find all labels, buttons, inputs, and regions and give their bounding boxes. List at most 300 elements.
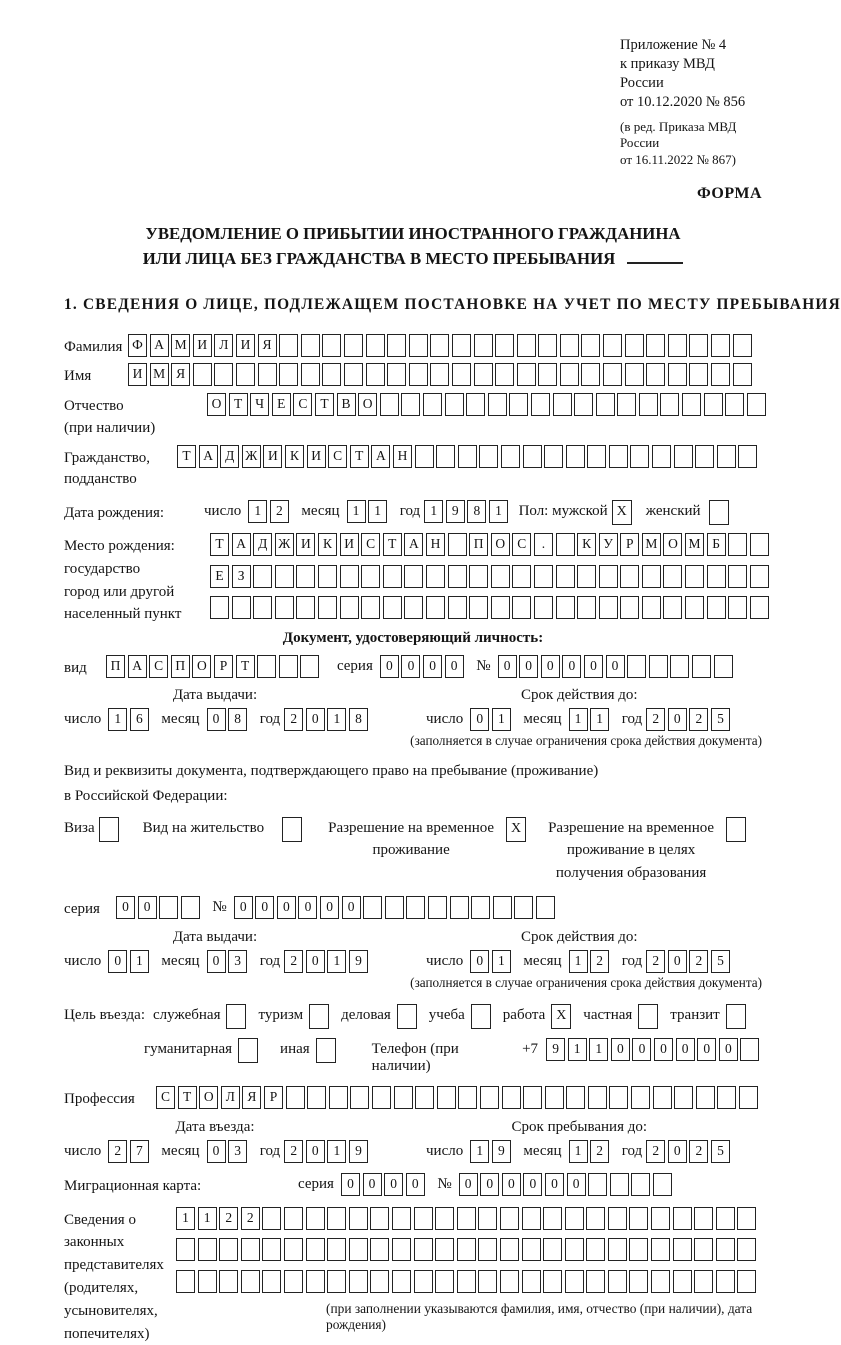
char-box[interactable] — [458, 445, 477, 468]
doc-type-boxes[interactable] — [106, 655, 322, 678]
char-box[interactable]: 8 — [467, 500, 486, 523]
char-box[interactable] — [577, 565, 596, 588]
char-box[interactable]: 0 — [654, 1038, 673, 1061]
char-box[interactable] — [210, 596, 229, 619]
char-box[interactable] — [608, 1270, 627, 1293]
char-box[interactable] — [478, 1270, 497, 1293]
char-box[interactable] — [448, 565, 467, 588]
char-box[interactable] — [517, 363, 536, 386]
char-box[interactable] — [625, 363, 644, 386]
char-box[interactable]: П — [469, 533, 488, 556]
char-box[interactable] — [262, 1270, 281, 1293]
char-box[interactable] — [668, 334, 687, 357]
char-box[interactable] — [426, 565, 445, 588]
char-box[interactable] — [599, 565, 618, 588]
char-box[interactable]: 9 — [546, 1038, 565, 1061]
char-box[interactable] — [409, 363, 428, 386]
char-box[interactable] — [596, 393, 615, 416]
char-box[interactable] — [566, 445, 585, 468]
char-box[interactable]: Ф — [128, 334, 147, 357]
char-box[interactable] — [404, 565, 423, 588]
representatives-row3[interactable] — [176, 1270, 762, 1293]
char-box[interactable] — [457, 1270, 476, 1293]
char-box[interactable]: Е — [272, 393, 291, 416]
char-box[interactable] — [370, 1238, 389, 1261]
char-box[interactable] — [488, 393, 507, 416]
char-box[interactable] — [728, 533, 747, 556]
char-box[interactable] — [387, 334, 406, 357]
purpose-tourism-checkbox[interactable] — [309, 1004, 329, 1029]
char-box[interactable]: Т — [350, 445, 369, 468]
char-box[interactable]: 2 — [646, 950, 665, 973]
char-box[interactable]: 0 — [298, 896, 317, 919]
char-box[interactable]: 0 — [480, 1173, 499, 1196]
purpose-other-checkbox[interactable] — [316, 1038, 336, 1063]
char-box[interactable] — [631, 1086, 650, 1109]
char-box[interactable] — [469, 596, 488, 619]
char-box[interactable] — [556, 565, 575, 588]
char-box[interactable] — [668, 363, 687, 386]
char-box[interactable] — [673, 1207, 692, 1230]
char-box[interactable] — [241, 1238, 260, 1261]
doc-issue-year[interactable] — [284, 708, 370, 731]
char-box[interactable]: 1 — [368, 500, 387, 523]
char-box[interactable] — [284, 1207, 303, 1230]
char-box[interactable] — [366, 363, 385, 386]
char-box[interactable] — [478, 1207, 497, 1230]
char-box[interactable] — [458, 1086, 477, 1109]
char-box[interactable] — [480, 1086, 499, 1109]
char-box[interactable] — [689, 363, 708, 386]
char-box[interactable] — [609, 1086, 628, 1109]
char-box[interactable]: И — [340, 533, 359, 556]
char-box[interactable] — [538, 334, 557, 357]
purpose-humanitarian-checkbox[interactable] — [238, 1038, 258, 1063]
char-box[interactable] — [306, 1207, 325, 1230]
purpose-study-checkbox[interactable] — [471, 1004, 491, 1029]
char-box[interactable] — [327, 1238, 346, 1261]
char-box[interactable]: 0 — [523, 1173, 542, 1196]
entry-month[interactable] — [207, 1140, 250, 1163]
char-box[interactable] — [435, 1207, 454, 1230]
char-box[interactable]: 0 — [676, 1038, 695, 1061]
char-box[interactable] — [545, 1086, 564, 1109]
stay-year[interactable] — [646, 1140, 732, 1163]
char-box[interactable] — [478, 1238, 497, 1261]
char-box[interactable] — [747, 393, 766, 416]
char-box[interactable] — [406, 896, 425, 919]
char-box[interactable] — [586, 1207, 605, 1230]
residence-series-boxes[interactable] — [116, 896, 202, 919]
char-box[interactable] — [565, 1270, 584, 1293]
char-box[interactable]: 7 — [130, 1140, 149, 1163]
birth-place-row3[interactable] — [210, 596, 771, 619]
char-box[interactable]: 2 — [108, 1140, 127, 1163]
char-box[interactable]: П — [106, 655, 125, 678]
char-box[interactable]: О — [207, 393, 226, 416]
char-box[interactable] — [414, 1207, 433, 1230]
char-box[interactable] — [301, 334, 320, 357]
residence-permit-checkbox[interactable] — [282, 817, 302, 842]
char-box[interactable] — [452, 334, 471, 357]
char-box[interactable] — [620, 596, 639, 619]
char-box[interactable] — [534, 596, 553, 619]
char-box[interactable] — [275, 565, 294, 588]
char-box[interactable]: 2 — [646, 1140, 665, 1163]
char-box[interactable] — [301, 363, 320, 386]
char-box[interactable]: К — [318, 533, 337, 556]
char-box[interactable]: 0 — [470, 708, 489, 731]
char-box[interactable]: 6 — [130, 708, 149, 731]
char-box[interactable] — [565, 1238, 584, 1261]
char-box[interactable]: И — [307, 445, 326, 468]
char-box[interactable] — [219, 1270, 238, 1293]
char-box[interactable] — [457, 1238, 476, 1261]
char-box[interactable] — [696, 1086, 715, 1109]
char-box[interactable] — [581, 363, 600, 386]
name-boxes[interactable] — [128, 363, 754, 386]
char-box[interactable]: 0 — [423, 655, 442, 678]
char-box[interactable]: 0 — [567, 1173, 586, 1196]
doc-valid-year[interactable] — [646, 708, 732, 731]
char-box[interactable] — [586, 1238, 605, 1261]
char-box[interactable] — [284, 1270, 303, 1293]
char-box[interactable]: 1 — [569, 708, 588, 731]
purpose-official-checkbox[interactable] — [226, 1004, 246, 1029]
char-box[interactable]: 3 — [228, 1140, 247, 1163]
char-box[interactable] — [344, 363, 363, 386]
surname-boxes[interactable] — [128, 334, 754, 357]
residence-number-boxes[interactable] — [234, 896, 558, 919]
char-box[interactable] — [522, 1270, 541, 1293]
char-box[interactable] — [327, 1270, 346, 1293]
char-box[interactable]: Д — [220, 445, 239, 468]
char-box[interactable] — [387, 363, 406, 386]
char-box[interactable] — [609, 445, 628, 468]
char-box[interactable] — [603, 334, 622, 357]
char-box[interactable]: 1 — [327, 1140, 346, 1163]
char-box[interactable] — [728, 565, 747, 588]
char-box[interactable] — [296, 596, 315, 619]
char-box[interactable] — [512, 565, 531, 588]
char-box[interactable] — [500, 1207, 519, 1230]
char-box[interactable] — [617, 393, 636, 416]
char-box[interactable] — [750, 533, 769, 556]
char-box[interactable] — [737, 1238, 756, 1261]
char-box[interactable]: 2 — [219, 1207, 238, 1230]
char-box[interactable] — [716, 1207, 735, 1230]
char-box[interactable]: И — [263, 445, 282, 468]
char-box[interactable] — [599, 596, 618, 619]
char-box[interactable] — [652, 445, 671, 468]
visa-checkbox[interactable] — [99, 817, 119, 842]
char-box[interactable] — [366, 334, 385, 357]
female-checkbox[interactable] — [709, 500, 729, 525]
char-box[interactable] — [430, 334, 449, 357]
char-box[interactable]: Ч — [250, 393, 269, 416]
char-box[interactable]: 1 — [347, 500, 366, 523]
char-box[interactable] — [716, 1238, 735, 1261]
char-box[interactable]: 9 — [349, 1140, 368, 1163]
char-box[interactable]: Р — [264, 1086, 283, 1109]
doc-issue-month[interactable] — [207, 708, 250, 731]
char-box[interactable] — [522, 1238, 541, 1261]
char-box[interactable]: Т — [229, 393, 248, 416]
char-box[interactable] — [383, 596, 402, 619]
char-box[interactable] — [733, 334, 752, 357]
char-box[interactable]: 1 — [569, 950, 588, 973]
birth-place-row1[interactable] — [210, 533, 771, 556]
char-box[interactable] — [737, 1270, 756, 1293]
char-box[interactable] — [284, 1238, 303, 1261]
char-box[interactable] — [361, 596, 380, 619]
char-box[interactable] — [426, 596, 445, 619]
char-box[interactable]: 0 — [342, 896, 361, 919]
char-box[interactable] — [694, 1238, 713, 1261]
profession-boxes[interactable] — [156, 1086, 761, 1109]
char-box[interactable]: И — [236, 334, 255, 357]
char-box[interactable]: . — [534, 533, 553, 556]
char-box[interactable] — [176, 1270, 195, 1293]
char-box[interactable] — [414, 1270, 433, 1293]
char-box[interactable]: Л — [214, 334, 233, 357]
char-box[interactable]: 1 — [492, 950, 511, 973]
char-box[interactable]: Т — [236, 655, 255, 678]
char-box[interactable] — [543, 1270, 562, 1293]
char-box[interactable] — [392, 1270, 411, 1293]
char-box[interactable]: Я — [242, 1086, 261, 1109]
char-box[interactable] — [536, 896, 555, 919]
char-box[interactable] — [253, 565, 272, 588]
char-box[interactable] — [509, 393, 528, 416]
char-box[interactable] — [629, 1238, 648, 1261]
char-box[interactable] — [349, 1270, 368, 1293]
char-box[interactable]: 0 — [401, 655, 420, 678]
char-box[interactable] — [340, 565, 359, 588]
char-box[interactable]: 0 — [255, 896, 274, 919]
char-box[interactable]: В — [337, 393, 356, 416]
char-box[interactable] — [750, 596, 769, 619]
char-box[interactable]: И — [296, 533, 315, 556]
char-box[interactable] — [630, 445, 649, 468]
char-box[interactable] — [543, 1207, 562, 1230]
char-box[interactable] — [181, 896, 200, 919]
char-box[interactable]: 0 — [445, 655, 464, 678]
char-box[interactable] — [707, 596, 726, 619]
char-box[interactable] — [663, 596, 682, 619]
char-box[interactable]: 2 — [241, 1207, 260, 1230]
char-box[interactable] — [275, 596, 294, 619]
char-box[interactable] — [370, 1270, 389, 1293]
char-box[interactable] — [428, 896, 447, 919]
char-box[interactable]: Д — [253, 533, 272, 556]
char-box[interactable]: 1 — [198, 1207, 217, 1230]
char-box[interactable] — [716, 1270, 735, 1293]
char-box[interactable] — [435, 1270, 454, 1293]
char-box[interactable]: 0 — [632, 1038, 651, 1061]
char-box[interactable] — [553, 393, 572, 416]
char-box[interactable] — [322, 363, 341, 386]
char-box[interactable] — [694, 1270, 713, 1293]
residence-issue-day[interactable] — [108, 950, 151, 973]
residence-valid-month[interactable] — [569, 950, 612, 973]
residence-valid-year[interactable] — [646, 950, 732, 973]
char-box[interactable] — [642, 596, 661, 619]
char-box[interactable]: 0 — [234, 896, 253, 919]
doc-valid-month[interactable] — [569, 708, 612, 731]
char-box[interactable] — [620, 565, 639, 588]
char-box[interactable]: Т — [315, 393, 334, 416]
stay-day[interactable] — [470, 1140, 513, 1163]
temporary-residence-checkbox[interactable]: X — [506, 817, 526, 842]
char-box[interactable]: А — [232, 533, 251, 556]
char-box[interactable] — [574, 393, 593, 416]
char-box[interactable]: 1 — [492, 708, 511, 731]
char-box[interactable] — [491, 596, 510, 619]
doc-issue-day[interactable] — [108, 708, 151, 731]
char-box[interactable]: 0 — [498, 655, 517, 678]
char-box[interactable] — [296, 565, 315, 588]
char-box[interactable] — [469, 565, 488, 588]
char-box[interactable] — [474, 363, 493, 386]
char-box[interactable] — [651, 1270, 670, 1293]
char-box[interactable]: С — [512, 533, 531, 556]
char-box[interactable]: 1 — [590, 708, 609, 731]
char-box[interactable] — [501, 445, 520, 468]
char-box[interactable]: 1 — [176, 1207, 195, 1230]
char-box[interactable] — [651, 1207, 670, 1230]
char-box[interactable] — [176, 1238, 195, 1261]
char-box[interactable]: Т — [210, 533, 229, 556]
char-box[interactable]: О — [358, 393, 377, 416]
char-box[interactable] — [383, 565, 402, 588]
char-box[interactable] — [159, 896, 178, 919]
citizenship-boxes[interactable] — [177, 445, 760, 468]
char-box[interactable] — [262, 1207, 281, 1230]
char-box[interactable]: Л — [221, 1086, 240, 1109]
char-box[interactable]: 8 — [228, 708, 247, 731]
char-box[interactable]: 0 — [502, 1173, 521, 1196]
char-box[interactable]: О — [192, 655, 211, 678]
char-box[interactable]: 2 — [270, 500, 289, 523]
patronymic-boxes[interactable] — [207, 393, 768, 416]
char-box[interactable] — [523, 1086, 542, 1109]
char-box[interactable] — [629, 1270, 648, 1293]
char-box[interactable] — [560, 363, 579, 386]
char-box[interactable]: Ж — [242, 445, 261, 468]
char-box[interactable] — [415, 445, 434, 468]
char-box[interactable]: Т — [178, 1086, 197, 1109]
char-box[interactable]: С — [328, 445, 347, 468]
char-box[interactable]: 1 — [489, 500, 508, 523]
char-box[interactable] — [608, 1207, 627, 1230]
char-box[interactable]: 0 — [380, 655, 399, 678]
char-box[interactable] — [512, 596, 531, 619]
char-box[interactable] — [219, 1238, 238, 1261]
char-box[interactable] — [673, 1270, 692, 1293]
char-box[interactable]: 0 — [384, 1173, 403, 1196]
char-box[interactable] — [717, 1086, 736, 1109]
char-box[interactable] — [495, 334, 514, 357]
char-box[interactable] — [685, 565, 704, 588]
char-box[interactable]: 2 — [284, 1140, 303, 1163]
char-box[interactable] — [471, 896, 490, 919]
char-box[interactable] — [587, 445, 606, 468]
char-box[interactable] — [232, 596, 251, 619]
education-residence-checkbox[interactable] — [726, 817, 746, 842]
purpose-transit-checkbox[interactable] — [726, 1004, 746, 1029]
char-box[interactable]: О — [663, 533, 682, 556]
char-box[interactable] — [538, 363, 557, 386]
representatives-row2[interactable] — [176, 1238, 762, 1261]
char-box[interactable]: 0 — [470, 950, 489, 973]
char-box[interactable] — [306, 1270, 325, 1293]
char-box[interactable] — [361, 565, 380, 588]
char-box[interactable]: М — [642, 533, 661, 556]
char-box[interactable] — [531, 393, 550, 416]
char-box[interactable] — [728, 596, 747, 619]
char-box[interactable] — [639, 393, 658, 416]
char-box[interactable]: З — [232, 565, 251, 588]
char-box[interactable] — [695, 445, 714, 468]
char-box[interactable]: И — [128, 363, 147, 386]
char-box[interactable] — [404, 596, 423, 619]
char-box[interactable] — [445, 393, 464, 416]
char-box[interactable]: 0 — [541, 655, 560, 678]
char-box[interactable] — [588, 1086, 607, 1109]
char-box[interactable] — [653, 1086, 672, 1109]
char-box[interactable] — [514, 896, 533, 919]
char-box[interactable] — [556, 596, 575, 619]
char-box[interactable]: Ж — [275, 533, 294, 556]
char-box[interactable]: Р — [214, 655, 233, 678]
char-box[interactable]: 0 — [719, 1038, 738, 1061]
char-box[interactable]: А — [371, 445, 390, 468]
char-box[interactable]: К — [577, 533, 596, 556]
char-box[interactable] — [502, 1086, 521, 1109]
char-box[interactable] — [717, 445, 736, 468]
char-box[interactable]: Т — [177, 445, 196, 468]
char-box[interactable] — [704, 393, 723, 416]
char-box[interactable] — [372, 1086, 391, 1109]
char-box[interactable]: 8 — [349, 708, 368, 731]
char-box[interactable] — [329, 1086, 348, 1109]
char-box[interactable] — [682, 393, 701, 416]
doc-series-boxes[interactable] — [380, 655, 466, 678]
char-box[interactable]: 0 — [562, 655, 581, 678]
char-box[interactable]: 0 — [611, 1038, 630, 1061]
char-box[interactable]: Р — [620, 533, 639, 556]
char-box[interactable]: Т — [383, 533, 402, 556]
char-box[interactable] — [608, 1238, 627, 1261]
char-box[interactable] — [692, 655, 711, 678]
char-box[interactable] — [738, 445, 757, 468]
char-box[interactable] — [733, 363, 752, 386]
char-box[interactable] — [344, 334, 363, 357]
char-box[interactable]: 1 — [470, 1140, 489, 1163]
char-box[interactable] — [279, 334, 298, 357]
char-box[interactable]: Я — [171, 363, 190, 386]
char-box[interactable]: 1 — [568, 1038, 587, 1061]
char-box[interactable] — [457, 1207, 476, 1230]
char-box[interactable]: 0 — [668, 1140, 687, 1163]
char-box[interactable] — [685, 596, 704, 619]
char-box[interactable] — [435, 1238, 454, 1261]
char-box[interactable] — [534, 565, 553, 588]
char-box[interactable] — [651, 1238, 670, 1261]
char-box[interactable] — [349, 1207, 368, 1230]
char-box[interactable] — [448, 533, 467, 556]
